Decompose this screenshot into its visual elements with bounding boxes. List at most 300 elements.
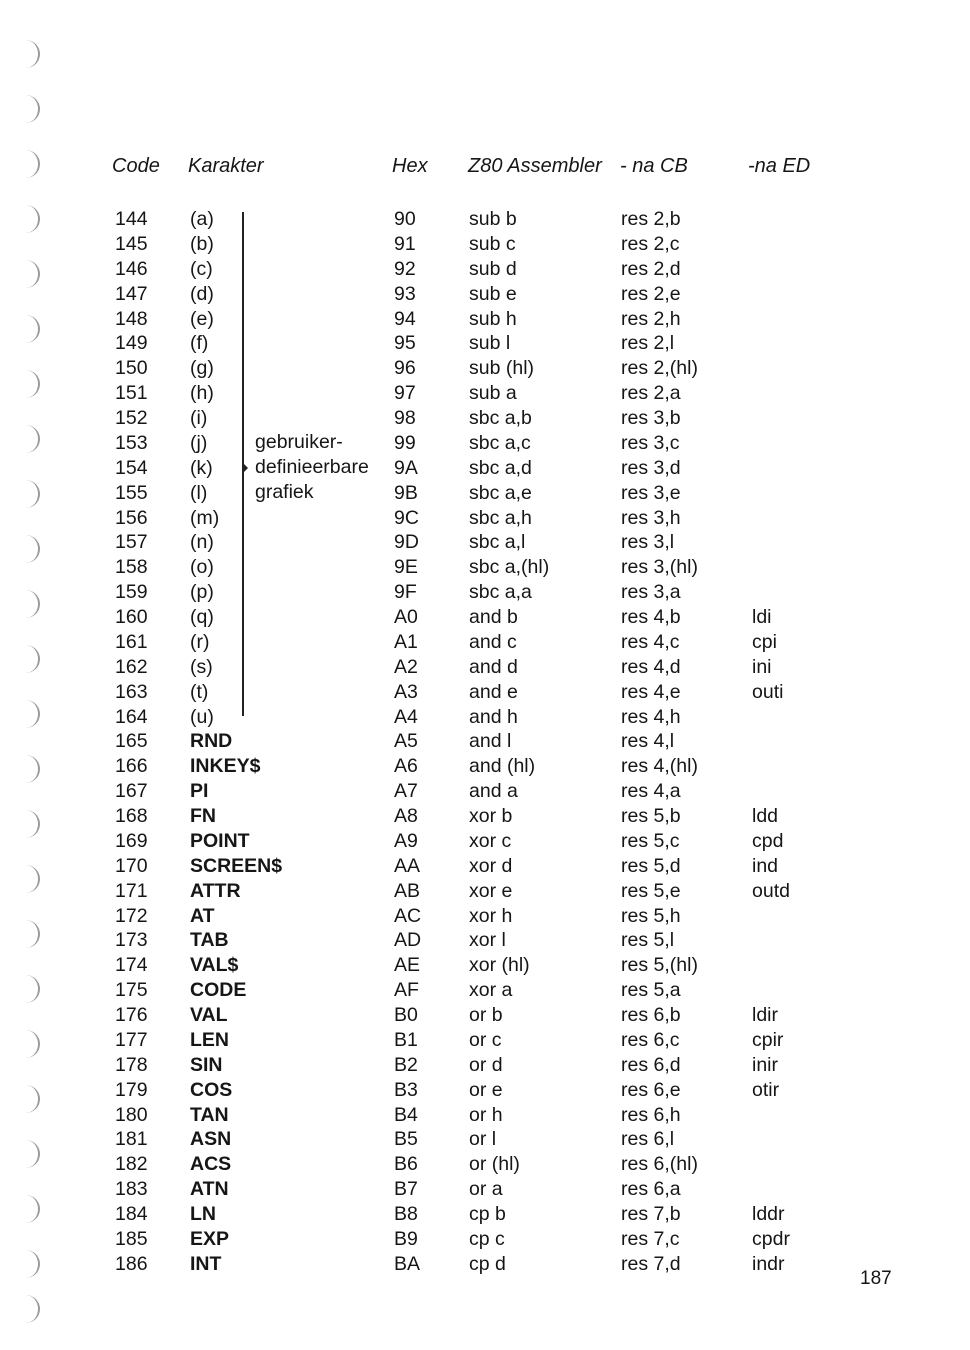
hex-cell: AC (394, 904, 422, 927)
na-ed-cell: outi (752, 680, 784, 703)
binder-hole (22, 95, 40, 123)
na-ed-cell: otir (752, 1078, 780, 1101)
hex-cell: 96 (394, 357, 416, 380)
code-cell: 175 (115, 979, 148, 1002)
assembler-cell: sub b (469, 208, 517, 230)
karakter-cell: (m) (190, 506, 220, 529)
na-ed-cell (752, 953, 790, 978)
hex-cell: 99 (394, 431, 416, 454)
na-cb-cell: res 2,h (621, 307, 681, 330)
na-ed-cell (752, 779, 790, 804)
assembler-cell: or e (469, 1078, 503, 1101)
code-cell: 176 (115, 1004, 148, 1026)
karakter-cell: TAN (190, 1103, 229, 1126)
assembler-cell: or d (469, 1053, 503, 1076)
code-cell: 144 (115, 208, 148, 230)
karakter-cell: TAB (190, 929, 229, 952)
hex-cell: B5 (394, 1128, 418, 1151)
code-cell: 184 (115, 1203, 148, 1225)
assembler-cell: xor c (469, 829, 512, 852)
na-cb-cell: res 5,c (621, 829, 680, 852)
binder-hole (22, 480, 40, 508)
karakter-cell: (n) (190, 531, 214, 554)
na-cb-cell: res 6,e (621, 1078, 681, 1101)
karakter-cell: (r) (190, 630, 210, 653)
code-cell: 147 (115, 282, 148, 305)
na-cb-cell: res 3,c (621, 431, 680, 454)
binder-hole (22, 425, 40, 453)
assembler-column (469, 207, 549, 1277)
code-cell: 173 (115, 929, 148, 952)
code-cell: 170 (115, 854, 148, 877)
na-cb-cell: res 5,h (621, 904, 681, 927)
assembler-cell: xor e (469, 879, 513, 902)
karakter-cell: ATTR (190, 879, 241, 902)
hex-cell: A5 (394, 730, 418, 753)
code-cell: 146 (115, 257, 148, 280)
code-cell: 150 (115, 357, 148, 380)
hex-cell: AB (394, 879, 421, 902)
na-ed-cell (752, 207, 790, 232)
grouping-brace-tip (242, 462, 248, 474)
binder-hole (22, 755, 40, 783)
na-ed-cell: indr (752, 1252, 785, 1275)
hex-cell: B3 (394, 1078, 418, 1101)
na-cb-cell: res 4,b (621, 606, 681, 628)
karakter-cell: POINT (190, 829, 250, 852)
na-cb-cell: res 6,a (621, 1178, 681, 1201)
hex-cell: 9E (394, 556, 418, 579)
binder-hole (22, 1085, 40, 1113)
karakter-cell: (h) (190, 382, 214, 405)
na-ed-cell (752, 282, 790, 307)
karakter-cell: INT (190, 1252, 222, 1275)
assembler-cell: xor l (469, 929, 506, 952)
hex-cell: B4 (394, 1103, 418, 1126)
karakter-cell: (p) (190, 581, 214, 604)
assembler-cell: and e (469, 680, 518, 703)
na-cb-cell: res 6,h (621, 1103, 681, 1126)
brace-note (255, 430, 369, 505)
na-ed-cell (752, 729, 790, 754)
na-cb-cell: res 2,c (621, 232, 680, 255)
header-code: Code (112, 155, 160, 177)
na-ed-cell: lddr (752, 1203, 785, 1225)
assembler-cell: or b (469, 1004, 503, 1026)
na-ed-cell: ldir (752, 1004, 779, 1026)
code-cell: 180 (115, 1103, 148, 1126)
na-ed-cell: cpir (752, 1028, 784, 1051)
code-cell: 149 (115, 332, 148, 355)
na-ed-cell (752, 431, 790, 456)
na-ed-cell (752, 555, 790, 580)
assembler-cell: xor a (469, 979, 513, 1002)
hex-cell: B0 (394, 1004, 418, 1026)
na-cb-cell: res 2,e (621, 282, 681, 305)
na-cb-cell: res 4,l (621, 730, 675, 753)
assembler-cell: sbc a,b (469, 407, 532, 429)
na-ed-cell (752, 1127, 790, 1152)
na-cb-cell: res 4,d (621, 655, 681, 678)
na-cb-cell: res 6,b (621, 1004, 681, 1026)
assembler-cell: and h (469, 705, 518, 728)
na-ed-cell: ldi (752, 606, 772, 628)
karakter-cell: VAL$ (190, 954, 239, 977)
karakter-cell: COS (190, 1078, 233, 1101)
karakter-cell: LEN (190, 1028, 229, 1051)
code-cell: 159 (115, 581, 148, 604)
binder-hole (22, 260, 40, 288)
na-cb-column (621, 207, 698, 1277)
hex-column (394, 207, 421, 1277)
binder-holes (22, 0, 52, 1350)
header-karakter: Karakter (188, 155, 264, 177)
hex-cell: AE (394, 954, 421, 977)
na-cb-cell: res 3,a (621, 581, 681, 604)
na-cb-cell: res 6,c (621, 1028, 680, 1051)
assembler-cell: cp b (469, 1203, 506, 1225)
assembler-cell: xor h (469, 904, 513, 927)
assembler-cell: sbc a,c (469, 431, 531, 454)
na-ed-cell (752, 1152, 790, 1177)
hex-cell: A8 (394, 805, 418, 827)
na-cb-cell: res 6,(hl) (621, 1153, 698, 1176)
binder-hole (22, 1295, 40, 1323)
binder-hole (22, 40, 40, 68)
na-ed-cell: ini (752, 655, 772, 678)
karakter-cell: INKEY$ (190, 755, 261, 778)
header-na-cb: - na CB (620, 155, 688, 177)
code-cell: 152 (115, 407, 148, 429)
brace-note-line: gebruiker- (255, 431, 343, 453)
na-cb-cell: res 2,(hl) (621, 357, 698, 380)
karakter-cell: (u) (190, 705, 214, 728)
na-ed-cell (752, 406, 790, 431)
na-cb-cell: res 7,b (621, 1203, 681, 1225)
hex-cell: B9 (394, 1227, 418, 1250)
karakter-cell: (d) (190, 282, 214, 305)
assembler-cell: or a (469, 1178, 503, 1201)
na-cb-cell: res 3,b (621, 407, 681, 429)
karakter-cell: (a) (190, 208, 214, 230)
code-cell: 156 (115, 506, 148, 529)
karakter-cell: (q) (190, 606, 214, 628)
assembler-cell: and a (469, 780, 518, 803)
code-cell: 160 (115, 606, 148, 628)
assembler-cell: sub l (469, 332, 511, 355)
assembler-cell: and l (469, 730, 512, 753)
na-ed-cell (752, 1103, 790, 1128)
header-assembler: Z80 Assembler (468, 155, 602, 177)
karakter-cell: AT (190, 904, 215, 927)
na-ed-column (752, 207, 790, 1277)
na-ed-cell: outd (752, 879, 790, 902)
hex-cell: 94 (394, 307, 416, 330)
hex-cell: A2 (394, 655, 418, 678)
na-ed-cell (752, 705, 790, 730)
binder-hole (22, 865, 40, 893)
code-cell: 157 (115, 531, 148, 554)
assembler-cell: cp d (469, 1252, 506, 1275)
assembler-cell: cp c (469, 1227, 505, 1250)
karakter-cell: ATN (190, 1178, 229, 1201)
hex-cell: A4 (394, 705, 418, 728)
na-cb-cell: res 3,e (621, 481, 681, 504)
code-cell: 185 (115, 1227, 148, 1250)
code-cell: 161 (115, 630, 148, 653)
code-column (115, 207, 148, 1277)
karakter-cell: ASN (190, 1128, 232, 1151)
hex-cell: BA (394, 1252, 421, 1275)
assembler-cell: sbc a,a (469, 581, 532, 604)
na-cb-cell: res 5,l (621, 929, 675, 952)
assembler-cell: xor d (469, 854, 513, 877)
assembler-cell: sbc a,e (469, 481, 532, 504)
na-ed-cell (752, 307, 790, 332)
binder-hole (22, 370, 40, 398)
karakter-cell: (c) (190, 257, 213, 280)
assembler-cell: sub d (469, 257, 517, 280)
header-na-ed: -na ED (748, 155, 811, 177)
code-cell: 169 (115, 829, 148, 852)
assembler-cell: sub a (469, 382, 517, 405)
hex-cell: A6 (394, 755, 418, 778)
code-cell: 154 (115, 456, 148, 479)
na-ed-cell: cpdr (752, 1227, 790, 1250)
na-cb-cell: res 3,l (621, 531, 675, 554)
code-cell: 145 (115, 232, 148, 255)
code-cell: 155 (115, 481, 148, 504)
na-ed-cell (752, 1177, 790, 1202)
na-ed-cell (752, 481, 790, 506)
code-cell: 166 (115, 755, 148, 778)
binder-hole (22, 975, 40, 1003)
na-cb-cell: res 5,a (621, 979, 681, 1002)
assembler-cell: or h (469, 1103, 503, 1126)
code-cell: 168 (115, 805, 148, 827)
na-cb-cell: res 3,h (621, 506, 681, 529)
binder-hole (22, 700, 40, 728)
assembler-cell: sbc a,l (469, 531, 526, 554)
brace-note-line: definieerbare (255, 455, 369, 478)
assembler-cell: sbc a,d (469, 456, 532, 479)
hex-cell: 9F (394, 581, 417, 604)
karakter-cell: ACS (190, 1153, 232, 1176)
binder-hole (22, 315, 40, 343)
code-cell: 183 (115, 1178, 148, 1201)
hex-cell: 92 (394, 257, 416, 280)
karakter-cell: (g) (190, 357, 214, 380)
karakter-cell: (b) (190, 232, 214, 255)
code-cell: 167 (115, 780, 148, 803)
hex-cell: B6 (394, 1153, 418, 1176)
code-cell: 181 (115, 1128, 148, 1151)
na-ed-cell: inir (752, 1053, 779, 1076)
code-cell: 178 (115, 1053, 148, 1076)
binder-hole (22, 1195, 40, 1223)
karakter-cell: RND (190, 730, 233, 753)
code-cell: 158 (115, 556, 148, 579)
karakter-cell: (e) (190, 307, 214, 330)
na-ed-cell (752, 530, 790, 555)
na-cb-cell: res 3,(hl) (621, 556, 698, 579)
na-cb-cell: res 4,a (621, 780, 681, 803)
karakter-cell: (j) (190, 431, 208, 454)
hex-cell: 9B (394, 481, 418, 504)
na-ed-cell (752, 580, 790, 605)
hex-cell: AA (394, 854, 421, 877)
na-ed-cell (752, 331, 790, 356)
na-cb-cell: res 2,a (621, 382, 681, 405)
binder-hole (22, 205, 40, 233)
na-ed-cell (752, 381, 790, 406)
assembler-cell: sub h (469, 307, 517, 330)
assembler-cell: sub e (469, 282, 517, 305)
na-ed-cell: cpd (752, 829, 784, 852)
na-cb-cell: res 2,b (621, 208, 681, 230)
assembler-cell: xor b (469, 805, 513, 827)
code-cell: 165 (115, 730, 148, 753)
hex-cell: A0 (394, 606, 418, 628)
karakter-cell: VAL (190, 1004, 228, 1026)
assembler-cell: or c (469, 1028, 502, 1051)
assembler-cell: sbc a,h (469, 506, 532, 529)
hex-cell: 9D (394, 531, 419, 554)
code-cell: 153 (115, 431, 148, 454)
binder-hole (22, 645, 40, 673)
na-cb-cell: res 7,c (621, 1227, 680, 1250)
assembler-cell: and b (469, 606, 518, 628)
code-cell: 151 (115, 382, 148, 405)
na-ed-cell (752, 356, 790, 381)
hex-cell: B8 (394, 1203, 418, 1225)
na-cb-cell: res 3,d (621, 456, 681, 479)
na-cb-cell: res 2,d (621, 257, 681, 280)
binder-hole (22, 1030, 40, 1058)
binder-hole (22, 150, 40, 178)
hex-cell: B1 (394, 1028, 418, 1051)
assembler-cell: or (hl) (469, 1153, 520, 1176)
assembler-cell: or l (469, 1128, 497, 1151)
code-cell: 177 (115, 1028, 148, 1051)
na-cb-cell: res 6,l (621, 1128, 675, 1151)
hex-cell: AF (394, 979, 419, 1002)
hex-cell: B7 (394, 1178, 418, 1201)
hex-cell: 9A (394, 456, 418, 479)
code-cell: 182 (115, 1153, 148, 1176)
na-cb-cell: res 4,(hl) (621, 755, 698, 778)
na-ed-cell (752, 506, 790, 531)
na-ed-cell: ldd (752, 805, 779, 827)
code-cell: 162 (115, 655, 148, 678)
binder-hole (22, 1250, 40, 1278)
karakter-cell: (o) (190, 556, 214, 579)
hex-cell: B2 (394, 1053, 418, 1076)
karakter-cell: (t) (190, 680, 209, 703)
na-cb-cell: res 4,c (621, 630, 680, 653)
na-cb-cell: res 4,h (621, 705, 681, 728)
karakter-cell: SIN (190, 1053, 223, 1076)
code-cell: 171 (115, 879, 148, 902)
hex-cell: AD (394, 929, 422, 952)
hex-cell: 90 (394, 208, 416, 230)
karakter-cell: (f) (190, 332, 209, 355)
karakter-cell: (i) (190, 407, 208, 429)
na-cb-cell: res 6,d (621, 1053, 681, 1076)
code-cell: 163 (115, 680, 148, 703)
assembler-cell: sbc a,(hl) (469, 556, 550, 579)
assembler-cell: sub (hl) (469, 357, 535, 380)
na-cb-cell: res 5,(hl) (621, 954, 698, 977)
hex-cell: A1 (394, 630, 418, 653)
karakter-cell: (k) (190, 456, 213, 479)
hex-cell: A3 (394, 680, 418, 703)
karakter-cell: EXP (190, 1227, 230, 1250)
na-cb-cell: res 5,b (621, 805, 681, 827)
assembler-cell: and (hl) (469, 755, 536, 778)
header-hex: Hex (392, 155, 428, 177)
na-ed-cell (752, 904, 790, 929)
code-cell: 172 (115, 904, 148, 927)
binder-hole (22, 920, 40, 948)
karakter-cell: (l) (190, 481, 208, 504)
karakter-cell: SCREEN$ (190, 854, 283, 877)
assembler-cell: and c (469, 630, 517, 653)
karakter-cell: (s) (190, 655, 213, 678)
na-ed-cell (752, 232, 790, 257)
karakter-cell: FN (190, 805, 216, 827)
na-cb-cell: res 5,d (621, 854, 681, 877)
na-ed-cell (752, 257, 790, 282)
binder-hole (22, 590, 40, 618)
code-cell: 174 (115, 954, 148, 977)
na-ed-cell (752, 978, 790, 1003)
na-cb-cell: res 2,l (621, 332, 675, 355)
na-cb-cell: res 7,d (621, 1252, 681, 1275)
hex-cell: 93 (394, 282, 416, 305)
na-ed-cell (752, 928, 790, 953)
na-ed-cell (752, 754, 790, 779)
hex-cell: 98 (394, 407, 416, 429)
karakter-cell: PI (190, 780, 209, 803)
assembler-cell: xor (hl) (469, 954, 530, 977)
hex-cell: 91 (394, 232, 416, 255)
hex-cell: 95 (394, 332, 416, 355)
code-cell: 164 (115, 705, 148, 728)
code-cell: 148 (115, 307, 148, 330)
hex-cell: 97 (394, 382, 416, 405)
na-cb-cell: res 5,e (621, 879, 681, 902)
binder-hole (22, 1140, 40, 1168)
code-cell: 186 (115, 1252, 148, 1275)
assembler-cell: and d (469, 655, 518, 678)
na-ed-cell: ind (752, 854, 779, 877)
brace-note-line: grafiek (255, 480, 314, 503)
hex-cell: A7 (394, 780, 418, 803)
na-ed-cell: cpi (752, 630, 777, 653)
na-cb-cell: res 4,e (621, 680, 681, 703)
karakter-cell: LN (190, 1203, 216, 1225)
assembler-cell: sub c (469, 232, 516, 255)
hex-cell: 9C (394, 506, 419, 529)
page-number: 187 (860, 1268, 892, 1289)
hex-cell: A9 (394, 829, 418, 852)
binder-hole (22, 810, 40, 838)
code-cell: 179 (115, 1078, 148, 1101)
karakter-cell: CODE (190, 979, 247, 1002)
binder-hole (22, 535, 40, 563)
na-ed-cell (752, 456, 790, 481)
